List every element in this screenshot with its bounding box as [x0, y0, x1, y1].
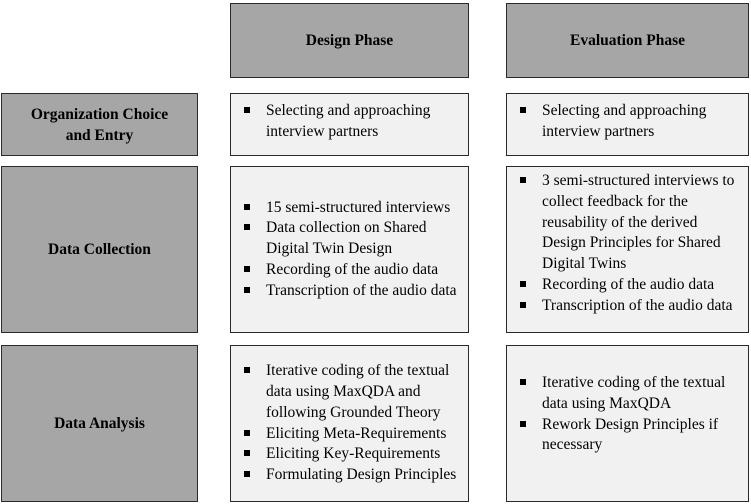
list-item: Eliciting Meta-Requirements [243, 424, 462, 445]
design-data-analysis-cell [230, 345, 469, 502]
list-item: Recording of the audio data [243, 260, 462, 281]
column-header-evaluation-phase: Evaluation Phase [506, 3, 749, 78]
evaluation-organization-cell [506, 93, 749, 156]
row-header-data-collection [1, 166, 198, 333]
list-item: Selecting and approaching interview partners [519, 101, 742, 143]
list-item: Iterative coding of the textual data using MaxQDA [519, 373, 742, 415]
list-item: Data collection on Shared Digital Twin Design [243, 218, 462, 260]
column-header-design-phase: Design Phase [230, 3, 469, 78]
row-header-organization-choice-and-entry [1, 93, 198, 156]
list-item: 3 semi-structured interviews to collect feedback for the reusability of the derived Design Principles for Shared Digital Twins [519, 171, 742, 275]
row-header-label: Data Analysis [54, 415, 145, 432]
evaluation-data-collection-cell [506, 166, 749, 333]
list-item: Selecting and approaching interview partners [243, 101, 462, 143]
list-item: Iterative coding of the textual data using MaxQDA and following Grounded Theory [243, 361, 462, 423]
list-item: Transcription of the audio data [519, 296, 742, 317]
list-item: Eliciting Key-Requirements [243, 444, 462, 465]
row-header-label: Data Collection [48, 241, 151, 258]
list-item: Formulating Design Principles [243, 465, 462, 486]
evaluation-data-analysis-cell [506, 345, 749, 502]
list-item: 15 semi-structured interviews [243, 198, 462, 219]
list-item: Recording of the audio data [519, 275, 742, 296]
list-item: Rework Design Principles if necessary [519, 415, 742, 457]
row-header-data-analysis [1, 345, 198, 502]
design-data-collection-cell [230, 166, 469, 333]
design-organization-cell [230, 93, 469, 156]
row-header-label: Organization Choice and Entry [30, 105, 169, 144]
list-item: Transcription of the audio data [243, 281, 462, 302]
